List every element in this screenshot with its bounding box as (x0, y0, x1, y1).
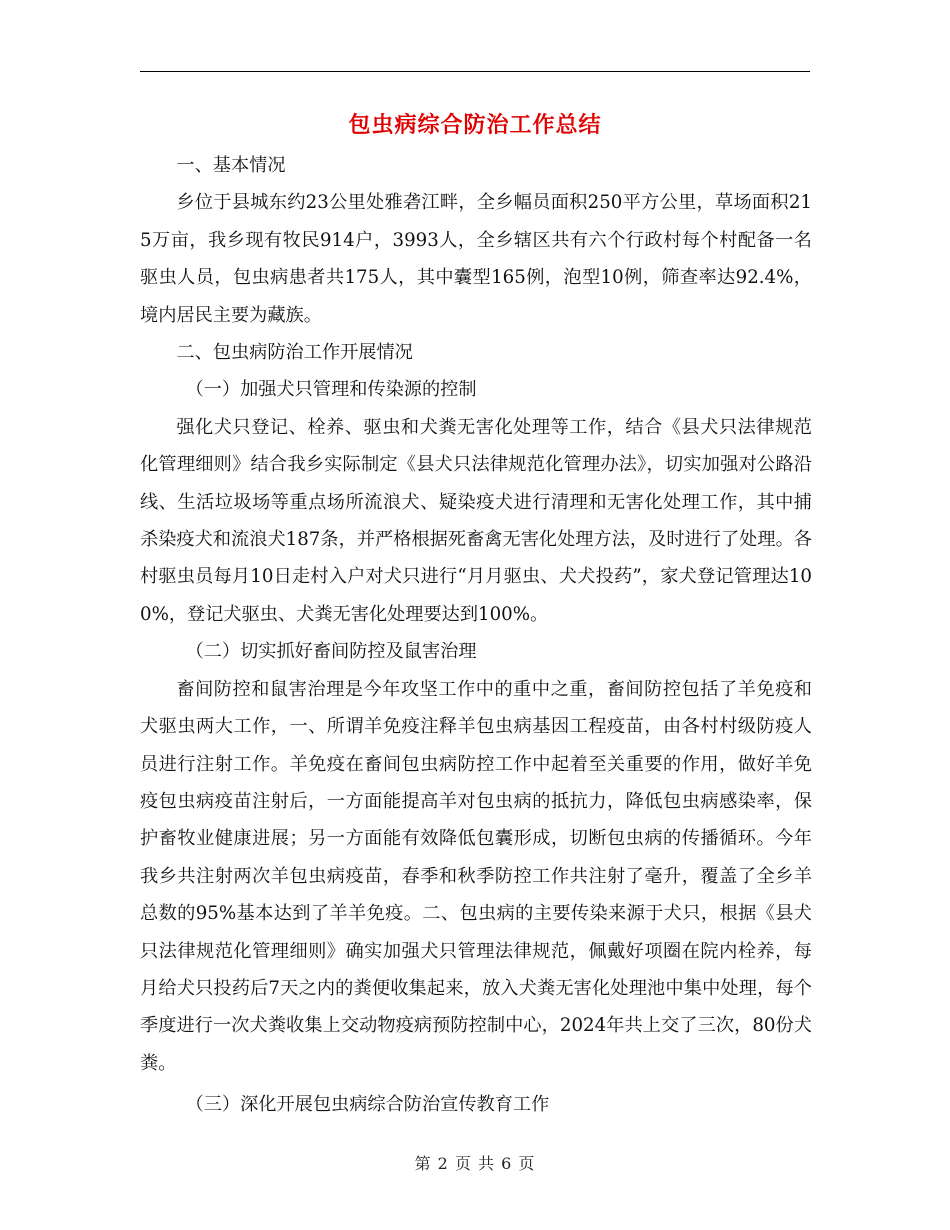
page-number-footer: 第 2 页 共 6 页 (414, 1154, 536, 1173)
section-heading-work: 二、包虫病防治工作开展情况 (176, 342, 413, 364)
paragraph-dog-control: 强化犬只登记、栓养、驱虫和犬粪无害化处理等工作，结合《县犬只法律规范化管理细则》结合我乡实际制定《县犬只法律规范化管理办法》，切实加强对公路沿线、生活垃圾场等重点场所流浪犬、疑染疫犬进行清理和无害化处理工作，其中捕杀染疫犬和流浪犬187条，并严格根据死畜禽无害化处理方法，及时进行了处理。各村驱虫员每月10日走村入户对犬只进行“月月驱虫、犬犬投药”，家犬登记管理达100%，登记犬驱虫、犬粪无害化处理要达到100%。 (140, 416, 812, 625)
document-body (140, 147, 812, 1124)
document-title: 包虫病综合防治工作总结 (348, 112, 602, 138)
paragraph-basic-info: 乡位于县城东约23公里处雅砻江畔，全乡幅员面积250平方公里，草场面积215万亩，我乡现有牧民914户，3993人，全乡辖区共有六个行政村每个村配备一名驱虫人员，包虫病患者共175人，其中囊型165例，泡型10例，筛查率达92.4%，境内居民主要为藏族。 (140, 192, 812, 326)
header-rule (140, 71, 810, 72)
subsection-heading-livestock-rodent: （二）切实抓好畜间防控及鼠害治理 (185, 641, 477, 663)
section-heading-basic: 一、基本情况 (176, 155, 286, 176)
subsection-heading-dog-control: （一）加强犬只管理和传染源的控制 (185, 379, 477, 401)
paragraph-livestock-rodent: 畜间防控和鼠害治理是今年攻坚工作中的重中之重，畜间防控包括了羊免疫和犬驱虫两大工作，一、所谓羊免疫注释羊包虫病基因工程疫苗，由各村村级防疫人员进行注射工作。羊免疫在畜间包虫病防控工作中起着至关重要的作用，做好羊免疫包虫病疫苗注射后，一方面能提高羊对包虫病的抵抗力，降低包虫病感染率，保护畜牧业健康进展；另一方面能有效降低包囊形成，切断包虫病的传播循环。今年我乡共注射两次羊包虫病疫苗，春季和秋季防控工作共注射了毫升，覆盖了全乡羊总数的95%基本达到了羊羊免疫。二、包虫病的主要传染来源于犬只，根据《县犬只法律规范化管理细则》确实加强犬只管理法律规范，佩戴好项圈在院内栓养，每月给犬只投药后7天之内的粪便收集起来，放入犬粪无害化处理池中集中处理，每个季度进行一次犬粪收集上交动物疫病预防控制中心，2024年共上交了三次，80份犬粪。 (140, 678, 812, 1074)
subsection-heading-education: （三）深化开展包虫病综合防治宣传教育工作 (185, 1094, 550, 1116)
